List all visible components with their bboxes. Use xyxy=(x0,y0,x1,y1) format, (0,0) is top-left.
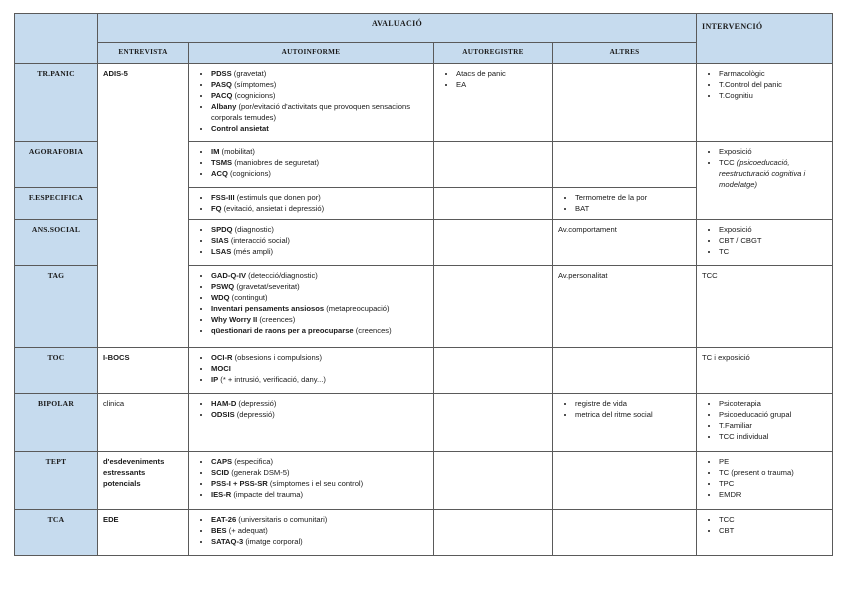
entrevista-tca xyxy=(98,510,189,556)
intervencio-list xyxy=(702,456,827,500)
list-item: • PSS-I + PSS-SR (símptomes i el seu control) xyxy=(211,478,428,489)
list-item: • Exposició xyxy=(719,146,827,157)
list-item: • PASQ (símptomes) xyxy=(211,79,428,90)
list-item: • BAT xyxy=(575,203,691,214)
autoinforme-trpanic xyxy=(189,64,434,142)
autoinforme-header: AUTOINFORME xyxy=(189,43,434,64)
table-row-toc xyxy=(15,348,833,394)
entrevista-text: EDE xyxy=(103,515,119,524)
row-label-toc: TOC xyxy=(15,348,98,394)
list-item: • FSS-III (estimuls que donen por) xyxy=(211,192,428,203)
intervencio-list xyxy=(702,224,827,257)
list-item: • EAT-26 (universitaris o comunitari) xyxy=(211,514,428,525)
row-label-tca: TCA xyxy=(15,510,98,556)
autoregistre-list xyxy=(439,68,547,90)
altres-trpanic xyxy=(553,64,697,142)
altres-tag: Av.personalitat xyxy=(553,266,697,348)
row-label-bipolar: BIPOLAR xyxy=(15,394,98,452)
intervencio-agorafobia xyxy=(697,142,833,220)
entrevista-toc xyxy=(98,348,189,394)
list-item: • TCC (psicoeducació, reestructuració cognitiva i modelatge) xyxy=(719,157,827,190)
row-label-trpanic: TR.PANIC xyxy=(15,64,98,142)
list-item: • SATAQ-3 (imatge corporal) xyxy=(211,536,428,547)
entrevista-text: d'esdeveniments estressants potencials xyxy=(103,457,165,488)
intervencio-list xyxy=(702,68,827,101)
autoinforme-list xyxy=(194,224,428,257)
list-item: • T.Familiar xyxy=(719,420,827,431)
autoinforme-tept xyxy=(189,452,434,510)
list-item: • GAD-Q-IV (detecció/diagnostic) xyxy=(211,270,428,281)
list-item: • TSMS (maniobres de seguretat) xyxy=(211,157,428,168)
autoregistre-fespecifica xyxy=(434,188,553,220)
list-item: • PE xyxy=(719,456,827,467)
list-item: • Why Worry II (creences) xyxy=(211,314,428,325)
autoregistre-tca xyxy=(434,510,553,556)
table-row-bipolar xyxy=(15,394,833,452)
autoregistre-bipolar xyxy=(434,394,553,452)
list-item: • SIAS (interacció social) xyxy=(211,235,428,246)
autoinforme-list xyxy=(194,514,428,547)
list-item: • Inventari pensaments ansiosos (metapreocupació) xyxy=(211,303,428,314)
autoregistre-tag xyxy=(434,266,553,348)
row-label-anssocial: ANS.SOCIAL xyxy=(15,220,98,266)
intervencio-tept xyxy=(697,452,833,510)
list-item: • HAM-D (depressió) xyxy=(211,398,428,409)
list-item: • TC (present o trauma) xyxy=(719,467,827,478)
list-item: • EA xyxy=(456,79,547,90)
row-label-tept: TEPT xyxy=(15,452,98,510)
autoinforme-list xyxy=(194,146,428,179)
autoinforme-list xyxy=(194,352,428,385)
list-item: • IM (mobilitat) xyxy=(211,146,428,157)
list-item: • ODSIS (depressió) xyxy=(211,409,428,420)
autoinforme-list xyxy=(194,398,428,420)
list-item: • IP (* + intrusió, verificació, dany...) xyxy=(211,374,428,385)
list-item: • LSAS (més ampli) xyxy=(211,246,428,257)
altres-anssocial: Av.comportament xyxy=(553,220,697,266)
intervencio-trpanic xyxy=(697,64,833,142)
autoregistre-agorafobia xyxy=(434,142,553,188)
list-item: • PDSS (gravetat) xyxy=(211,68,428,79)
list-item: • metrica del ritme social xyxy=(575,409,691,420)
altres-agorafobia xyxy=(553,142,697,188)
intervencio-bipolar xyxy=(697,394,833,452)
entrevista-tept xyxy=(98,452,189,510)
list-item: • qüestionari de raons per a preocuparse (creences) xyxy=(211,325,428,336)
list-item: • SPDQ (diagnostic) xyxy=(211,224,428,235)
autoregistre-tept xyxy=(434,452,553,510)
list-item: • Atacs de panic xyxy=(456,68,547,79)
list-item: • Control ansietat xyxy=(211,123,428,134)
intervencio-list xyxy=(702,514,827,536)
autoregistre-trpanic xyxy=(434,64,553,142)
list-item: • MOCI xyxy=(211,363,428,374)
altres-bipolar xyxy=(553,394,697,452)
intervencio-anssocial xyxy=(697,220,833,266)
list-item: • TC xyxy=(719,246,827,257)
autoinforme-fespecifica xyxy=(189,188,434,220)
autoinforme-list xyxy=(194,68,428,134)
list-item: • WDQ (contingut) xyxy=(211,292,428,303)
list-item: • ACQ (cognicions) xyxy=(211,168,428,179)
intervencio-list xyxy=(702,146,827,190)
list-item: • Exposició xyxy=(719,224,827,235)
list-item: • CAPS (especifica) xyxy=(211,456,428,467)
row-label-fespecifica: F.ESPECIFICA xyxy=(15,188,98,220)
intervencio-toc: TC i exposició xyxy=(697,348,833,394)
list-item: • Psicoeducació grupal xyxy=(719,409,827,420)
entrevista-trpanic xyxy=(98,64,189,348)
entrevista-header: ENTREVISTA xyxy=(98,43,189,64)
autoinforme-tca xyxy=(189,510,434,556)
altres-list xyxy=(558,398,691,420)
list-item: • IES-R (impacte del trauma) xyxy=(211,489,428,500)
header-row-top xyxy=(15,14,833,43)
table-row-tept xyxy=(15,452,833,510)
altres-tca xyxy=(553,510,697,556)
entrevista-text: I-BOCS xyxy=(103,353,130,362)
intervencio-tag: TCC xyxy=(697,266,833,348)
list-item: • registre de vida xyxy=(575,398,691,409)
autoinforme-list xyxy=(194,192,428,214)
autoinforme-tag xyxy=(189,266,434,348)
autoinforme-anssocial xyxy=(189,220,434,266)
list-item: • CBT xyxy=(719,525,827,536)
altres-toc xyxy=(553,348,697,394)
altres-tept xyxy=(553,452,697,510)
evaluation-intervention-table xyxy=(14,13,833,556)
autoinforme-bipolar xyxy=(189,394,434,452)
list-item: • Termometre de la por xyxy=(575,192,691,203)
entrevista-bipolar: clinica xyxy=(98,394,189,452)
list-item: • TPC xyxy=(719,478,827,489)
intervencio-tca xyxy=(697,510,833,556)
list-item: • Albany (por/evitació d'activitats que provoquen sensacions corporals temudes) xyxy=(211,101,428,123)
row-label-tag: TAG xyxy=(15,266,98,348)
altres-header: ALTRES xyxy=(553,43,697,64)
list-item: • FQ (evitació, ansietat i depressió) xyxy=(211,203,428,214)
list-item: • SCID (generak DSM-5) xyxy=(211,467,428,478)
entrevista-text: ADIS-5 xyxy=(103,69,128,78)
avaluacio-header: AVALUACIÓ xyxy=(98,14,697,43)
list-item: • Psicoterapia xyxy=(719,398,827,409)
list-item: • Farmacològic xyxy=(719,68,827,79)
list-item: • EMDR xyxy=(719,489,827,500)
list-item: • T.Cognitiu xyxy=(719,90,827,101)
row-label-agorafobia: AGORAFOBIA xyxy=(15,142,98,188)
autoregistre-header: AUTOREGISTRE xyxy=(434,43,553,64)
autoregistre-toc xyxy=(434,348,553,394)
autoregistre-anssocial xyxy=(434,220,553,266)
list-item: • TCC xyxy=(719,514,827,525)
intervencio-list xyxy=(702,398,827,442)
corner-cell xyxy=(15,14,98,64)
list-item: • BES (+ adequat) xyxy=(211,525,428,536)
list-item: • CBT / CBGT xyxy=(719,235,827,246)
list-item: • OCI-R (obsesions i compulsions) xyxy=(211,352,428,363)
list-item: • PSWQ (gravetat/severitat) xyxy=(211,281,428,292)
list-item: • T.Control del panic xyxy=(719,79,827,90)
autoinforme-toc xyxy=(189,348,434,394)
table-row-tca xyxy=(15,510,833,556)
autoinforme-list xyxy=(194,456,428,500)
altres-list xyxy=(558,192,691,214)
list-item: • PACQ (cognicions) xyxy=(211,90,428,101)
list-item: • TCC individual xyxy=(719,431,827,442)
altres-fespecifica xyxy=(553,188,697,220)
autoinforme-list xyxy=(194,270,428,336)
intervencio-header: INTERVENCIÓ xyxy=(697,14,833,64)
autoinforme-agorafobia xyxy=(189,142,434,188)
table-row-trpanic xyxy=(15,64,833,142)
